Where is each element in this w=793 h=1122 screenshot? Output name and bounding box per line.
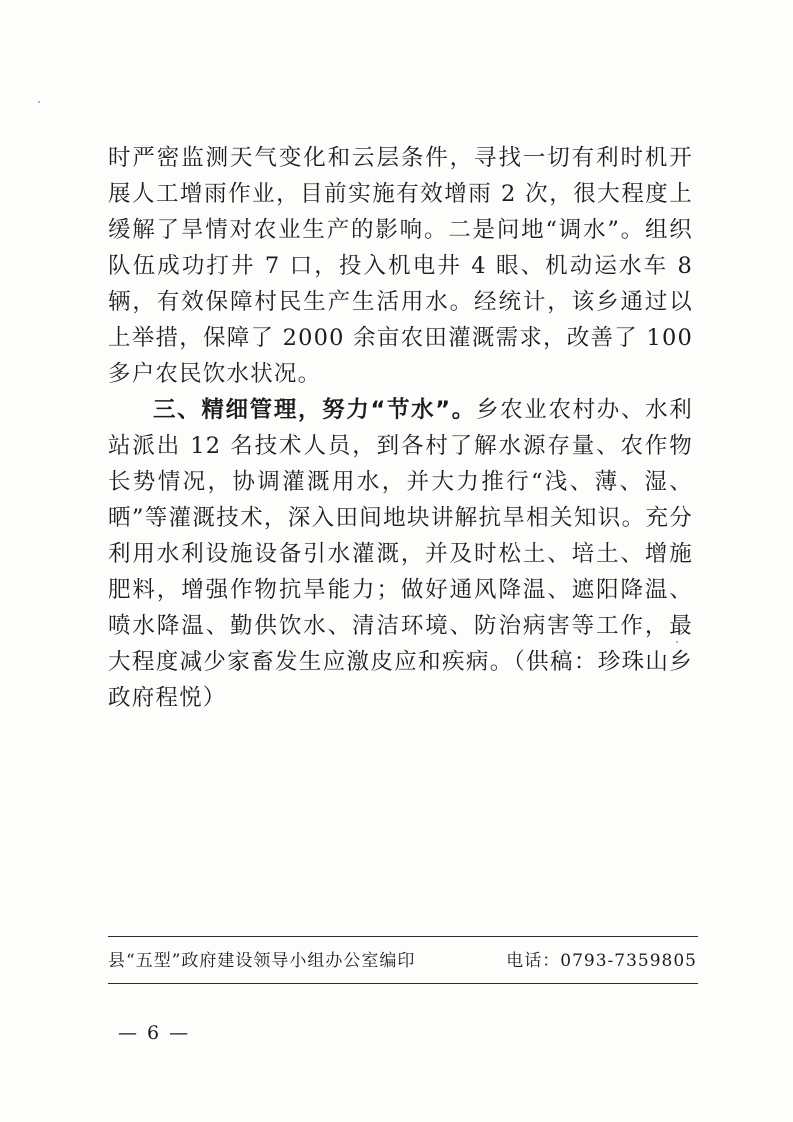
page-number: — 6 — [118, 1022, 191, 1044]
section-three-heading: 三、精细管理，努力“节水”。 [153, 397, 476, 423]
paragraph-continuation [108, 140, 693, 392]
footer-top-rule [108, 936, 698, 937]
paragraph-2-text: 乡农业农村办、水利站派出 12 名技术人员，到各村了解水源存量、农作物长势情况，协调灌溉用水，并大力推行“浅、薄、湿、晒”等灌溉技术，深入田间地块讲解抗旱相关知识。充分利用水利设施设备引水灌溉，并及时松土、培土、增施肥料，增强作物抗旱能力；做好通风降温、遮阳降温、喷水降温、勤供饮水、清洁环境、防治病害等工作，最大程度减少家畜发生应激皮应和疾病。（供稿：珍珠山乡政府程悦） [108, 397, 693, 711]
footer-bottom-rule [108, 983, 698, 984]
paragraph-section-three [108, 392, 693, 716]
footer-publisher: 县“五型”政府建设领导小组办公室编印 [108, 951, 416, 971]
paragraph-1-text: 时严密监测天气变化和云层条件，寻找一切有利时机开展人工增雨作业，目前实施有效增雨 2 次，很大程度上缓解了旱情对农业生产的影响。二是问地“调水”。组织队伍成功打井 7 口，投入机电井 4 眼、机动运水车 8 辆，有效保障村民生产生活用水。经统计，该乡通过以上举措，保障了 2000 余亩农田灌溉需求，改善了 100 多户农民饮水状况。 [108, 145, 693, 387]
scan-speck [38, 101, 40, 103]
body-text [108, 140, 693, 716]
scan-speck [676, 641, 678, 643]
footer-phone: 电话：0793-7359805 [506, 951, 697, 971]
